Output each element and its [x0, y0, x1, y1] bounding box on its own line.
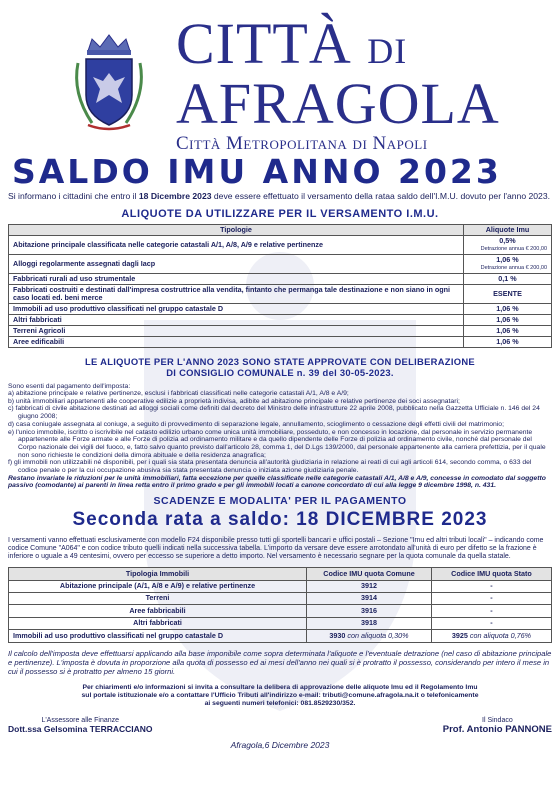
scadenze-heading: SCADENZE E MODALITA' PER IL PAGAMENTO [153, 495, 407, 508]
tipologia-cell: Fabbricati rurali ad uso strumentale [9, 274, 464, 285]
tipologia-cell: Abitazione principale classificata nelle categorie catastali A/1, A/8, A/9 e relative pertinenze [9, 236, 464, 255]
aliquota-value: ESENTE [493, 289, 522, 298]
codice-comune-value: 3914 [361, 593, 377, 603]
codice-stato-value: - [490, 581, 493, 591]
codice-comune-note: con aliquota 0,30% [347, 630, 409, 640]
aliquota-value: 0,1 % [498, 274, 517, 283]
signature-sindaco: Il Sindaco Prof. Antonio PANNONE [442, 716, 552, 735]
col-codice-stato: Codice IMU quota Stato [432, 568, 552, 580]
signature-assessore: L'Assessore alle Finanze Dott.ssa Gelsomina TERRACCIANO [8, 716, 153, 734]
aliquota-value: 1,06 % [496, 337, 519, 346]
title-citta: CITTÀ DI [176, 11, 408, 76]
payment-text: I versamenti vanno effettuati esclusivamente con modello F24 disponibile presso tutti gli sportelli bancari e uffici postali – Sezione "Imu ed altri tributi locali" – indicando come codice Comune "A064" e con codice tributo quelli indicati nella successiva tabella. L'importo da versare deve essere arrotondato all'unità di euro per difetto se la frazione è inferiore o uguale a 49 centesimi, ovvero per eccesso se superiore a detto importo. Nel versamento è necessario segnare per la quota comunale da quella statale. [8, 537, 544, 561]
aliquota-value: 1,06 % [496, 326, 519, 335]
list-item: b) unità immobiliari appartenenti alle cooperative edilizie a proprietà indivisa, adibite ad abitazione principale e relative pertinenze dei soci assegnatari; [8, 397, 460, 405]
aliquota-cell [464, 326, 552, 337]
table-row [9, 236, 552, 255]
tipologia-cell: Altri fabbricati [9, 315, 464, 326]
codice-comune-cell [307, 617, 432, 629]
codice-comune-value: 3912 [361, 581, 377, 591]
aliquota-value: 1,06 % [496, 255, 519, 264]
approval-notice: LE ALIQUOTE PER L'ANNO 2023 SONO STATE APPROVATE CON DELIBERAZIONE DI CONSIGLIO COMUNALE n. 39 del 30-05-2023. [85, 356, 475, 378]
codice-stato-note: con aliquota 0,76% [469, 630, 532, 640]
city-crest [70, 33, 148, 133]
table-row [9, 315, 552, 326]
list-item: a) abitazione principale e relative pertinenze, esclusi i fabbricati classificati nelle categorie catastali A/1, A/8 e A/9; [8, 390, 349, 397]
deadline: Seconda rata a saldo: 18 DICEMBRE 2023 [72, 509, 488, 531]
codice-stato-cell [432, 592, 552, 604]
table-row [9, 255, 552, 274]
col-tipologia-immobili: Tipologia Immobili [9, 568, 307, 580]
table-row [9, 304, 552, 315]
list-item: c) fabbricati di civile abitazione destinati ad alloggi sociali come definiti dal decreto del Ministro delle infrastrutture 22 aprile 2008, pubblicato nella Gazzetta Ufficiale n. 146 del 24 giugno 2008; [8, 405, 540, 421]
table-row [9, 592, 552, 604]
detrazione-note: Detrazione annua € 200,00 [480, 265, 547, 271]
aliquota-value: 1,06 % [496, 315, 519, 324]
city-title [176, 11, 556, 155]
codice-comune-value: 3930 [329, 630, 346, 640]
tipo-cell: Aree fabbricabili [9, 605, 307, 617]
tipologia-cell: Immobili ad uso produttivo classificati nel gruppo catastale D [9, 304, 464, 315]
info-text: Per chiarimenti e/o informazioni si invita a consultare la delibera di approvazione delle aliquote Imu ed il Regolamento Imu sul portale istituzionale e/o a contattare l'Ufficio Tributi all'indirizzo e-mail: tributi@comune.afragola.na.it o telefonicamente ai seguenti numeri telefonici: 081.8529230/352. [81, 683, 479, 707]
list-item: e) l'unico immobile, iscritto o iscrivibile nel catasto edilizio urbano come unica unità immobiliare, posseduto, e non concesso in locazione, dal personale in servizio permanente appartenente alle Forze armate e alle Forze di polizia ad ordinamento militare e da quello dipendente delle Forze di polizia ad ordinamento civile, nonché dal personale del Corpo nazionale dei vigili del fuoco, e, fatto salvo quanto previsto dall'articolo 28, comma 1, del D.Lgs 139/2000, dal personale appartenente alla carriera prefettizia, per il quale non sono richieste le condizioni della dimora abituale e della residenza anagrafica; [8, 428, 546, 459]
codice-stato-cell [432, 580, 552, 592]
exempt-list [8, 390, 552, 475]
table-row [9, 605, 552, 617]
aliquota-cell [464, 337, 552, 348]
list-item: f) gli immobili non utilizzabili né disponibili, per i quali sia stata presentata denuncia all'autorità giudiziaria in relazione ai reati di cui agli articoli 614, secondo comma, o 633 del codice penale o per la cui occupazione abusiva sia stata presentata denuncia o iniziata azione giudiziaria penale. [8, 459, 532, 475]
table-row [9, 580, 552, 592]
codice-stato-value: - [490, 605, 493, 615]
codice-stato-value: - [490, 593, 493, 603]
codice-comune-cell [307, 592, 432, 604]
codice-comune-cell [307, 605, 432, 617]
table-row [9, 337, 552, 348]
codice-stato-cell [432, 605, 552, 617]
codice-comune-cell [307, 580, 432, 592]
table-row [9, 617, 552, 629]
tipologia-cell: Aree edificabili [9, 337, 464, 348]
table-row [9, 274, 552, 285]
aliquota-cell [464, 255, 552, 274]
aliquota-value: 0,5% [499, 236, 516, 245]
page-title: SALDO IMU ANNO 2023 [12, 152, 502, 191]
codice-stato-cell [432, 617, 552, 629]
tipo-cell: Terreni [9, 592, 307, 604]
col-codice-comune: Codice IMU quota Comune [307, 568, 432, 580]
aliquota-cell [464, 304, 552, 315]
aliquote-heading: ALIQUOTE DA UTILIZZARE PER IL VERSAMENTO I.M.U. [121, 208, 439, 220]
tipologia-cell: Terreni Agricoli [9, 326, 464, 337]
codice-stato-value: - [490, 618, 493, 628]
tipo-cell: Abitazione principale (A/1, A/8 e A/9) e relative pertinenze [9, 580, 307, 592]
aliquota-cell [464, 285, 552, 304]
tipo-cell: Altri fabbricati [9, 617, 307, 629]
aliquota-cell [464, 274, 552, 285]
intro-text: Si informano i cittadini che entro il 18 Dicembre 2023 deve essere effettuato il versamento della rataa saldo dell'I.M.U. dovuto per l'anno 2023. [8, 191, 550, 201]
aliquota-value: 1,06 % [496, 304, 519, 313]
exempt-title: Sono esenti dal pagamento dell'imposta: [8, 383, 131, 390]
col-tipologie: Tipologie [9, 225, 464, 236]
aliquota-cell [464, 315, 552, 326]
codice-stato-cell [432, 630, 552, 642]
place-date: Afragola,6 Dicembre 2023 [230, 739, 330, 750]
list-item: d) casa coniugale assegnata al coniuge, a seguito di provvedimento di separazione legale, annullamento, scioglimento o cessazione degli effetti civili del matrimonio; [8, 420, 504, 428]
codice-comune-cell [307, 630, 432, 642]
aliquote-table [8, 224, 552, 348]
aliquota-cell [464, 236, 552, 255]
tipo-cell: Immobili ad uso produttivo classificati nel gruppo catastale D [9, 630, 307, 642]
calc-text: Il calcolo dell'imposta deve effettuarsi applicando alla base imponibile come sopra determinata l'aliquote e l'eventuale detrazione (nel caso di abitazione principale e pertinenze). L'imposta è dovuta in proporzione alla quota di possesso ed ai mesi dell'anno nei quali si è protratto il possesso, considerando per intero il mese in cui il possesso si è protratto per almeno 15 giorni. [8, 648, 552, 676]
signatures [8, 712, 552, 772]
table-row [9, 285, 552, 304]
subtitle-metro: Città Metropolitana di Napoli [176, 133, 428, 154]
codice-comune-value: 3918 [361, 618, 377, 628]
tipologia-cell: Fabbricati costruiti e destinati dall'impresa costruttrice alla vendita, fintanto che permanga tale destinazione e non siano in ogni caso locati ed. beni merce [9, 285, 464, 304]
title-afragola: AFRAGOLA [176, 71, 500, 136]
table-row [9, 326, 552, 337]
detrazione-note: Detrazione annua € 200,00 [480, 246, 547, 252]
table-row [9, 630, 552, 642]
codice-stato-value: 3925 [451, 630, 468, 640]
codes-table [8, 567, 552, 642]
tipologia-cell: Alloggi regolarmente assegnati dagli Iacp [9, 255, 464, 274]
codice-comune-value: 3916 [361, 605, 377, 615]
header [8, 0, 552, 154]
col-aliquote: Aliquote Imu [464, 225, 552, 236]
exempt-footer: Restano invariate le riduzioni per le unità immobiliari, fatta eccezione per quelle classificate nelle categorie catastali A/1, A/8 e A/9, concesse in comodato dal soggetto passivo (comodante) ai parenti in linea retta entro il primo grado e per gli immobili locati a canone concordato di cui alla legge 9 dicembre 1998, n. 431. [8, 474, 546, 490]
